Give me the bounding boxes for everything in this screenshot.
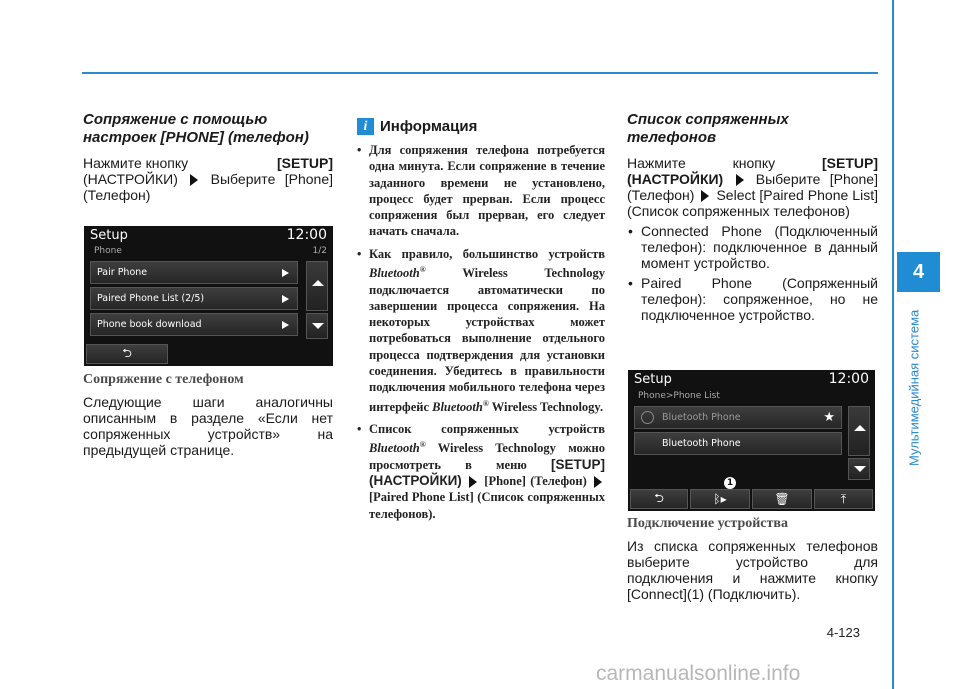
instruction-paragraph: Нажмите кнопку [SETUP] (НАСТРОЙКИ) Выберите [Phone] (Телефон) bbox=[83, 155, 333, 203]
menu-item-pair-phone[interactable]: Pair Phone bbox=[90, 261, 298, 284]
screen-clock: 12:00 bbox=[286, 227, 327, 243]
left-column-lower bbox=[83, 372, 333, 458]
screen-title: Setup bbox=[90, 228, 128, 243]
scroll-down-button[interactable] bbox=[848, 458, 870, 480]
menu-item-phone-book-download[interactable]: Phone book download bbox=[90, 313, 298, 336]
screen-page-indicator: 1/2 bbox=[312, 246, 327, 256]
info-bullet-2: • Как правило, большинство устройств Bluetooth® Wireless Technology подключается автоматически по завершении процесса сопряжения. На некоторых устройствах может потребоваться выполнение отдельного процесса подтверждения для установки соединения. Убедитесь в правильности подключения мобильного телефона через интерфейс Bluetooth® Wireless Technology. bbox=[357, 246, 605, 415]
screen-breadcrumb: Phone>Phone List bbox=[638, 391, 720, 401]
paired-list-bullets bbox=[627, 223, 878, 323]
list-item-bluetooth-phone-paired[interactable]: Bluetooth Phone bbox=[634, 432, 842, 455]
chapter-number-tab: 4 bbox=[897, 252, 940, 292]
right-column-lower bbox=[627, 516, 878, 602]
chevron-right-icon bbox=[282, 295, 289, 303]
figure-caption-pairing: Сопряжение с телефоном bbox=[83, 372, 244, 387]
scroll-down-button[interactable] bbox=[306, 313, 328, 339]
connect-button[interactable] bbox=[690, 489, 750, 509]
move-to-top-icon: ⤒ bbox=[840, 491, 847, 506]
left-column bbox=[83, 111, 333, 203]
bullet-connected-phone: • Connected Phone (Подключенный телефон): подключенное в данный момент устройство. bbox=[627, 223, 878, 271]
scroll-up-button[interactable] bbox=[306, 261, 328, 311]
info-bullet-1: • Для сопряжения телефона потребуется одна минута. Если сопряжение в течение заданного времени не установлено, процесс будет прерван. Если процесс сопряжения был прерван, его следует начать сначала. bbox=[357, 142, 605, 240]
screen-subtitle: Phone bbox=[94, 246, 122, 256]
arrow-right-icon bbox=[736, 174, 744, 186]
arrow-right-icon bbox=[701, 190, 709, 202]
side-rule bbox=[892, 0, 894, 689]
chevron-right-icon bbox=[282, 321, 289, 329]
screen-title: Setup bbox=[634, 372, 672, 387]
info-title: Информация bbox=[380, 118, 478, 136]
scroll-up-button[interactable] bbox=[848, 406, 870, 456]
arrow-right-icon bbox=[190, 174, 198, 186]
info-list bbox=[357, 142, 605, 522]
bluetooth-connect-icon: ᛒ▸ bbox=[713, 492, 727, 506]
section-heading-paired-list: Список сопряженных телефонов bbox=[627, 111, 789, 146]
down-arrow-icon bbox=[312, 323, 324, 329]
info-bullet-3: • Список сопряженных устройств Bluetooth® Wireless Technology можно просмотреть в меню [SETUP] (НАСТРОЙКИ) [Phone] (Телефон) [Paired Phone List] (Список сопряженных телефонов). bbox=[357, 421, 605, 522]
bullet-paired-phone: • Paired Phone (Сопряженный телефон): сопряженное, но не подключенное устройство. bbox=[627, 275, 878, 323]
arrow-right-icon bbox=[469, 476, 477, 488]
screen-clock: 12:00 bbox=[828, 371, 869, 387]
section-heading-pair-setup: Сопряжение с помощью настроек [PHONE] (телефон) bbox=[83, 111, 309, 146]
chevron-right-icon bbox=[282, 269, 289, 277]
watermark: carmanualsonline.info bbox=[596, 662, 801, 685]
setup-phone-screen bbox=[84, 226, 333, 366]
figure-caption-connect: Подключение устройства bbox=[627, 516, 788, 531]
top-rule bbox=[82, 72, 878, 74]
down-arrow-icon bbox=[854, 466, 866, 472]
connect-steps-paragraph: Из списка сопряженных телефонов выберите устройство для подключения и нажмите кнопку [Connect](1) (Подключить). bbox=[627, 538, 878, 602]
phone-list-screen bbox=[628, 370, 875, 511]
radio-icon bbox=[641, 411, 654, 424]
callout-number: 1 bbox=[724, 477, 736, 489]
back-button[interactable] bbox=[86, 344, 168, 364]
info-header bbox=[357, 118, 605, 136]
chapter-title: Мультимедийная система bbox=[906, 309, 922, 466]
up-arrow-icon bbox=[854, 425, 866, 431]
back-arrow-icon: ⮌ bbox=[122, 345, 132, 360]
paired-list-instruction: Нажмите кнопку [SETUP] (НАСТРОЙКИ) Выберите [Phone] (Телефон) Select [Paired Phone List] (Список сопряженных телефонов) bbox=[627, 155, 878, 219]
back-button[interactable] bbox=[630, 489, 688, 509]
menu-item-paired-phone-list[interactable]: Paired Phone List (2/5) bbox=[90, 287, 298, 310]
pairing-steps-paragraph: Следующие шаги аналогичны описанным в разделе «Если нет сопряженных устройств» на предыдущей странице. bbox=[83, 394, 333, 458]
page-number: 4-123 bbox=[826, 625, 860, 640]
list-item-bluetooth-phone-connected[interactable]: Bluetooth Phone ★ bbox=[634, 406, 842, 429]
move-top-button[interactable] bbox=[814, 489, 873, 509]
back-arrow-icon: ⮌ bbox=[654, 490, 664, 505]
right-column bbox=[627, 111, 878, 327]
delete-button[interactable] bbox=[752, 489, 812, 509]
info-box bbox=[357, 118, 605, 528]
info-icon: i bbox=[357, 118, 374, 135]
star-icon[interactable]: ★ bbox=[823, 410, 835, 425]
trash-icon: 🗑 bbox=[774, 492, 790, 506]
up-arrow-icon bbox=[312, 280, 324, 286]
arrow-right-icon bbox=[594, 476, 602, 488]
